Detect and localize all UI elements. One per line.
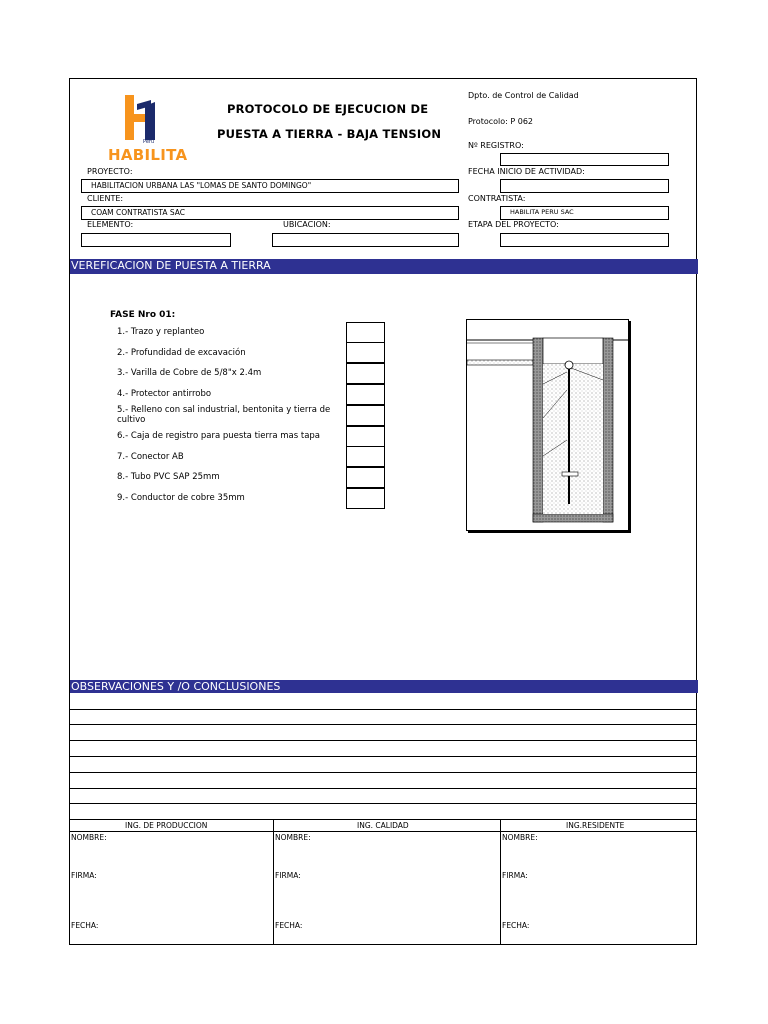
observation-line-3[interactable] xyxy=(69,740,697,741)
residente-fecha-label: FECHA: xyxy=(502,921,530,930)
check-item-3: 3.- Varilla de Cobre de 5/8"x 2.4m xyxy=(117,368,262,378)
calidad-nombre-label: NOMBRE: xyxy=(275,833,311,842)
observation-line-1[interactable] xyxy=(69,709,697,710)
contratista-label: CONTRATISTA: xyxy=(468,194,526,203)
etapa-label: ETAPA DEL PROYECTO: xyxy=(468,220,559,229)
residente-nombre-label: NOMBRE: xyxy=(502,833,538,842)
elemento-field[interactable] xyxy=(81,233,231,247)
cliente-label: CLIENTE: xyxy=(87,194,124,203)
check-item-8: 8.- Tubo PVC SAP 25mm xyxy=(117,472,220,482)
checkbox-6[interactable] xyxy=(346,426,385,447)
checkbox-3[interactable] xyxy=(346,363,385,384)
observation-line-6[interactable] xyxy=(69,788,697,789)
ubicacion-field[interactable] xyxy=(272,233,459,247)
signature-divider-1 xyxy=(273,819,274,945)
proyecto-field[interactable]: HABILITACION URBANA LAS "LOMAS DE SANTO DOMINGO" xyxy=(81,179,459,193)
produccion-fecha-label: FECHA: xyxy=(71,921,99,930)
fecha-inicio-field[interactable] xyxy=(500,179,669,193)
signature-divider-2 xyxy=(500,819,501,945)
checkbox-9[interactable] xyxy=(346,488,385,509)
signature-header-residente: ING.RESIDENTE xyxy=(566,821,625,830)
elemento-label: ELEMENTO: xyxy=(87,220,134,229)
section-heading-verificacion: VEREFICACION DE PUESTA A TIERRA xyxy=(70,259,698,274)
check-item-6: 6.- Caja de registro para puesta tierra mas tapa xyxy=(117,431,321,441)
checkbox-5[interactable] xyxy=(346,405,385,426)
registro-field[interactable] xyxy=(500,153,669,166)
ubicacion-label: UBICACION: xyxy=(283,220,331,229)
signature-header-calidad: ING. CALIDAD xyxy=(357,821,409,830)
etapa-field[interactable] xyxy=(500,233,669,247)
checkbox-1[interactable] xyxy=(346,322,385,343)
dept-label: Dpto. de Control de Calidad xyxy=(468,91,579,100)
produccion-nombre-label: NOMBRE: xyxy=(71,833,107,842)
section-heading-observaciones: OBSERVACIONES Y /O CONCLUSIONES xyxy=(70,680,698,693)
phase-label: FASE Nro 01: xyxy=(110,310,176,320)
protocol-label: Protocolo: P 062 xyxy=(468,117,534,126)
calidad-fecha-label: FECHA: xyxy=(275,921,303,930)
logo-sub: Perú xyxy=(143,139,155,145)
check-item-4: 4.- Protector antirrobo xyxy=(117,389,212,399)
observation-line-2[interactable] xyxy=(69,724,697,725)
check-item-2: 2.- Profundidad de excavación xyxy=(117,348,246,358)
observation-line-4[interactable] xyxy=(69,756,697,757)
habilita-logo xyxy=(105,92,188,164)
signature-header-bottom xyxy=(69,831,697,832)
registro-label: Nº REGISTRO: xyxy=(468,141,524,150)
checkbox-4[interactable] xyxy=(346,384,385,405)
checkbox-2[interactable] xyxy=(346,342,385,363)
check-item-7: 7.- Conector AB xyxy=(117,452,184,462)
grounding-well-illustration xyxy=(467,320,628,530)
proyecto-label: PROYECTO: xyxy=(87,167,133,176)
signature-header-produccion: ING. DE PRODUCCION xyxy=(125,821,208,830)
produccion-firma-label: FIRMA: xyxy=(71,871,97,880)
contratista-field[interactable]: HABILITA PERU SAC xyxy=(500,206,669,220)
cliente-field[interactable]: COAM CONTRATISTA SAC xyxy=(81,206,459,220)
checkbox-8[interactable] xyxy=(346,467,385,488)
checkbox-7[interactable] xyxy=(346,446,385,467)
logo-text: HABILITA xyxy=(108,146,188,164)
check-item-1: 1.- Trazo y replanteo xyxy=(117,327,205,337)
calidad-firma-label: FIRMA: xyxy=(275,871,301,880)
residente-firma-label: FIRMA: xyxy=(502,871,528,880)
doc-title-line2: PUESTA A TIERRA - BAJA TENSION xyxy=(217,127,442,141)
doc-title-line1: PROTOCOLO DE EJECUCION DE xyxy=(227,102,429,116)
signature-table-top xyxy=(69,819,697,820)
check-item-9: 9.- Conductor de cobre 35mm xyxy=(117,493,245,503)
observation-line-7[interactable] xyxy=(69,803,697,804)
check-item-5: 5.- Relleno con sal industrial, bentonita y tierra de cultivo xyxy=(117,405,331,425)
grounding-well-drawing xyxy=(466,319,629,531)
observation-line-5[interactable] xyxy=(69,772,697,773)
fecha-inicio-label: FECHA INICIO DE ACTIVIDAD: xyxy=(468,167,585,176)
